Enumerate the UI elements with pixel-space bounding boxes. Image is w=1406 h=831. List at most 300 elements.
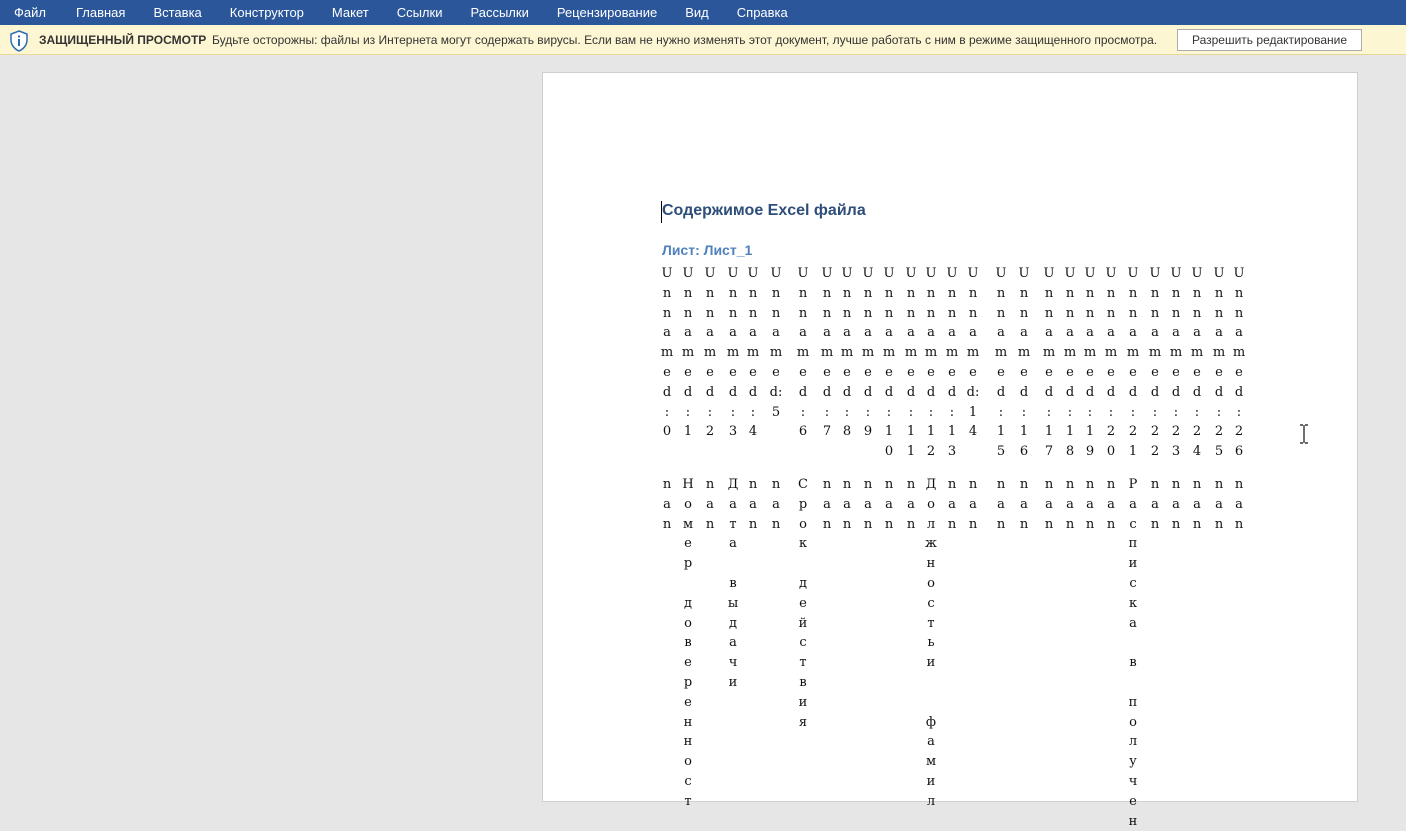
- cell-char: в: [799, 674, 807, 690]
- cell-char: a: [729, 325, 737, 341]
- header-column-10: [877, 264, 901, 462]
- cell-char: д: [728, 615, 737, 631]
- cell-char: a: [1193, 496, 1201, 512]
- cell-char: с: [1129, 516, 1137, 532]
- cell-char: n: [1214, 285, 1224, 301]
- cell-char: n: [1171, 477, 1181, 492]
- cell-char: n: [1128, 305, 1138, 321]
- cell-char: e: [706, 364, 714, 380]
- cell-char: :: [1152, 404, 1158, 420]
- cell-char: n: [906, 305, 916, 321]
- cell-char: :: [844, 404, 850, 420]
- cell-char: n: [1192, 477, 1202, 492]
- cell-char: a: [1235, 325, 1243, 341]
- cell-char: a: [1172, 496, 1180, 512]
- cell-char: n: [842, 305, 852, 321]
- cell-char: m: [1017, 345, 1031, 361]
- header-column-15: [989, 264, 1013, 462]
- cell-char: n: [1234, 285, 1244, 301]
- cell-char: n: [1106, 285, 1116, 301]
- cell-char: d: [996, 384, 1006, 400]
- cell-char: n: [968, 305, 978, 321]
- header-column-16: [1012, 264, 1036, 462]
- cell-char: т: [799, 655, 807, 671]
- cell-char: m: [1083, 345, 1097, 361]
- header-column-1: [676, 264, 700, 442]
- cell-char: n: [1065, 516, 1075, 532]
- enable-editing-button[interactable]: Разрешить редактирование: [1177, 29, 1362, 51]
- cell-char: 2: [1171, 424, 1181, 440]
- cell-char: U: [682, 266, 694, 281]
- cell-char: 2: [1106, 424, 1116, 440]
- cell-char: n: [771, 477, 781, 492]
- cell-char: d: [662, 384, 672, 400]
- cell-char: 1: [968, 404, 978, 420]
- cell-char: о: [1129, 714, 1137, 730]
- cell-char: n: [1019, 305, 1029, 321]
- row1-column-4: [741, 475, 765, 534]
- header-column-21: [1121, 264, 1145, 462]
- cell-char: и: [926, 655, 936, 671]
- cell-char: :: [750, 404, 756, 420]
- cell-char: m: [769, 345, 783, 361]
- cell-char: 7: [822, 424, 832, 440]
- ribbon-tab[interactable]: Конструктор: [229, 5, 304, 20]
- cell-char: U: [1191, 266, 1203, 281]
- cell-char: U: [727, 266, 739, 281]
- cell-char: e: [1020, 364, 1028, 380]
- cell-char: a: [663, 496, 671, 512]
- cell-char: n: [1192, 516, 1202, 532]
- ribbon-tab[interactable]: Рецензирование: [556, 5, 658, 20]
- cell-char: e: [864, 364, 872, 380]
- cell-char: :: [1087, 404, 1093, 420]
- cell-char: с: [799, 635, 807, 651]
- cell-char: n: [996, 285, 1006, 301]
- cell-char: d: [1150, 384, 1160, 400]
- cell-char: 2: [1234, 424, 1244, 440]
- cell-char: n: [705, 477, 715, 492]
- cell-char: n: [947, 477, 957, 492]
- cell-char: о: [684, 496, 692, 512]
- cell-char: m: [966, 345, 980, 361]
- cell-char: п: [1128, 694, 1138, 710]
- cell-char: n: [996, 477, 1006, 492]
- cell-char: a: [1020, 496, 1028, 512]
- cell-char: о: [927, 496, 935, 512]
- cell-char: n: [968, 477, 978, 492]
- cell-char: m: [1063, 345, 1077, 361]
- cell-char: е: [684, 694, 692, 710]
- cell-char: e: [1066, 364, 1074, 380]
- cell-char: 0: [662, 424, 672, 440]
- cell-char: :: [1130, 404, 1136, 420]
- cell-char: n: [822, 285, 832, 301]
- cell-char: e: [885, 364, 893, 380]
- cell-char: a: [1129, 325, 1137, 341]
- cell-char: m: [1148, 345, 1162, 361]
- cell-char: 0: [884, 444, 894, 460]
- cell-char: 1: [683, 424, 693, 440]
- cell-char: т: [729, 516, 737, 532]
- cell-char: n: [1234, 305, 1244, 321]
- cell-char: 5: [771, 404, 781, 420]
- header-column-4: [741, 264, 765, 442]
- ribbon-tab[interactable]: Вид: [685, 5, 709, 20]
- cell-char: n: [996, 305, 1006, 321]
- cell-char: e: [729, 364, 737, 380]
- cell-char: U: [747, 266, 759, 281]
- cell-char: a: [823, 496, 831, 512]
- cell-char: n: [863, 305, 873, 321]
- cell-char: 6: [798, 424, 808, 440]
- cell-char: n: [968, 516, 978, 532]
- cell-char: 1: [906, 444, 916, 460]
- row1-column-20: [1099, 475, 1123, 534]
- cell-char: e: [907, 364, 915, 380]
- cell-char: а: [1129, 615, 1137, 631]
- cell-char: n: [1019, 285, 1029, 301]
- cell-char: d: [1085, 384, 1095, 400]
- cell-char: e: [1129, 364, 1137, 380]
- cell-char: n: [842, 516, 852, 532]
- cell-char: n: [1044, 477, 1054, 492]
- row1-column-24: [1185, 475, 1209, 534]
- row1-column-6: [791, 475, 815, 732]
- cell-char: 2: [1192, 424, 1202, 440]
- cell-char: е: [1129, 793, 1137, 809]
- cell-char: a: [1151, 325, 1159, 341]
- cell-char: ф: [925, 714, 937, 730]
- ribbon-tab[interactable]: Файл: [14, 5, 46, 20]
- row1-column-16: [1012, 475, 1036, 534]
- cell-char: a: [948, 496, 956, 512]
- cell-char: n: [947, 305, 957, 321]
- header-column-6: [791, 264, 815, 442]
- cell-char: m: [840, 345, 854, 361]
- cell-char: U: [925, 266, 937, 281]
- cell-char: d:: [769, 384, 783, 400]
- cell-char: 5: [996, 444, 1006, 460]
- cell-char: 3: [728, 424, 738, 440]
- row1-column-21: [1121, 475, 1145, 831]
- cell-char: a: [1045, 496, 1053, 512]
- cell-char: n: [1128, 285, 1138, 301]
- cell-char: a: [1045, 325, 1053, 341]
- cell-char: р: [683, 556, 693, 572]
- cell-char: н: [683, 714, 693, 730]
- cell-char: a: [1086, 496, 1094, 512]
- cell-char: d: [842, 384, 852, 400]
- cell-char: n: [822, 305, 832, 321]
- cell-char: :: [1108, 404, 1114, 420]
- cell-char: n: [662, 305, 672, 321]
- cell-char: n: [1234, 477, 1244, 492]
- cell-char: :: [707, 404, 713, 420]
- cell-char: :: [865, 404, 871, 420]
- ribbon-tab[interactable]: Макет: [331, 5, 369, 20]
- protected-view-bar: [0, 25, 1406, 55]
- cell-char: в: [1129, 655, 1137, 671]
- cell-char: U: [1170, 266, 1182, 281]
- cell-char: n: [705, 285, 715, 301]
- cell-char: n: [662, 285, 672, 301]
- cell-char: a: [772, 496, 780, 512]
- cell-char: m: [945, 345, 959, 361]
- cell-char: m: [882, 345, 896, 361]
- cell-char: 2: [1150, 444, 1160, 460]
- cell-char: n: [1150, 516, 1160, 532]
- cell-char: 0: [1106, 444, 1116, 460]
- cell-char: a: [772, 325, 780, 341]
- cell-char: д: [683, 595, 692, 611]
- cell-char: a: [997, 325, 1005, 341]
- cell-char: n: [1106, 516, 1116, 532]
- cell-char: d: [748, 384, 758, 400]
- cell-char: a: [1215, 325, 1223, 341]
- cell-char: U: [1018, 266, 1030, 281]
- cell-char: d:: [966, 384, 980, 400]
- cell-char: а: [927, 734, 935, 750]
- cell-char: m: [796, 345, 810, 361]
- cell-char: m: [861, 345, 875, 361]
- cell-char: :: [1216, 404, 1222, 420]
- cell-char: n: [771, 305, 781, 321]
- cell-char: n: [842, 285, 852, 301]
- cell-char: к: [798, 536, 808, 552]
- cell-char: n: [926, 285, 936, 301]
- cell-char: м: [925, 754, 937, 770]
- cell-char: a: [885, 325, 893, 341]
- ribbon-tab[interactable]: Вставка: [153, 5, 202, 20]
- header-column-26: [1227, 264, 1251, 462]
- cell-char: e: [948, 364, 956, 380]
- cell-char: m: [660, 345, 674, 361]
- cell-char: n: [884, 516, 894, 532]
- cell-char: d: [822, 384, 832, 400]
- cell-char: m: [1232, 345, 1246, 361]
- cell-char: :: [800, 404, 806, 420]
- cell-char: a: [1066, 496, 1074, 512]
- cell-char: 1: [1019, 424, 1029, 440]
- cell-char: 2: [705, 424, 715, 440]
- cell-char: n: [798, 285, 808, 301]
- cell-char: n: [1214, 516, 1224, 532]
- cell-char: a: [1235, 496, 1243, 512]
- cell-char: и: [926, 773, 936, 789]
- cell-char: е: [684, 655, 692, 671]
- cell-char: n: [1171, 305, 1181, 321]
- cell-char: :: [998, 404, 1004, 420]
- cell-char: n: [1171, 516, 1181, 532]
- ribbon-tab[interactable]: Главная: [75, 5, 126, 20]
- row1-column-15: [989, 475, 1013, 534]
- protected-view-message: Будьте осторожны: файлы из Интернета могут содержать вирусы. Если вам не нужно изменять этот документ, лучше работать с ним в режиме защищенного просмотра.: [212, 33, 1158, 47]
- cell-char: d: [884, 384, 894, 400]
- cell-char: n: [1044, 516, 1054, 532]
- cell-char: U: [862, 266, 874, 281]
- cell-char: Д: [925, 477, 937, 492]
- cell-char: m: [726, 345, 740, 361]
- header-column-2: [698, 264, 722, 442]
- cell-char: ч: [728, 655, 738, 671]
- cell-char: n: [996, 516, 1006, 532]
- cell-char: :: [949, 404, 955, 420]
- cell-char: Р: [1128, 477, 1138, 492]
- cell-char: 3: [947, 444, 957, 460]
- cell-char: n: [1019, 516, 1029, 532]
- cell-char: 1: [1065, 424, 1075, 440]
- cell-char: n: [662, 516, 672, 532]
- cell-char: a: [1172, 325, 1180, 341]
- cell-char: U: [1127, 266, 1139, 281]
- cell-char: a: [823, 325, 831, 341]
- cell-char: ы: [727, 595, 739, 611]
- row1-column-1: [676, 475, 700, 812]
- header-column-5: [764, 264, 788, 422]
- row1-column-10: [877, 475, 901, 534]
- cell-char: л: [926, 516, 936, 532]
- cell-char: :: [1021, 404, 1027, 420]
- cell-char: n: [884, 305, 894, 321]
- cell-char: d: [798, 384, 808, 400]
- cell-char: e: [1086, 364, 1094, 380]
- cell-char: n: [1192, 285, 1202, 301]
- cell-char: n: [683, 305, 693, 321]
- cell-char: о: [684, 615, 692, 631]
- cell-char: U: [797, 266, 809, 281]
- cell-char: a: [843, 496, 851, 512]
- cell-char: m: [1212, 345, 1226, 361]
- cell-char: e: [1151, 364, 1159, 380]
- cell-char: n: [926, 305, 936, 321]
- cell-char: n: [1085, 305, 1095, 321]
- cell-char: н: [926, 556, 936, 572]
- cell-char: a: [843, 325, 851, 341]
- cell-char: n: [662, 477, 672, 492]
- cell-char: U: [841, 266, 853, 281]
- cell-char: n: [705, 305, 715, 321]
- cell-char: :: [1236, 404, 1242, 420]
- protected-view-title: ЗАЩИЩЕННЫЙ ПРОСМОТР: [39, 33, 207, 47]
- cell-char: н: [683, 734, 693, 750]
- cell-char: Н: [682, 477, 694, 492]
- cell-char: a: [1193, 325, 1201, 341]
- ibeam-cursor-icon: [1298, 424, 1310, 444]
- cell-char: m: [924, 345, 938, 361]
- cell-char: U: [1233, 266, 1245, 281]
- cell-char: d: [683, 384, 693, 400]
- cell-char: 9: [863, 424, 873, 440]
- cell-char: т: [927, 615, 935, 631]
- cell-char: 2: [1214, 424, 1224, 440]
- cell-char: n: [822, 516, 832, 532]
- cell-char: d: [863, 384, 873, 400]
- cell-char: :: [928, 404, 934, 420]
- cell-char: n: [771, 516, 781, 532]
- cell-char: n: [1214, 477, 1224, 492]
- cell-char: n: [1085, 516, 1095, 532]
- cell-char: a: [663, 325, 671, 341]
- cell-char: m: [1104, 345, 1118, 361]
- cell-char: 6: [1234, 444, 1244, 460]
- cell-char: в: [729, 575, 737, 591]
- ribbon-tab[interactable]: Ссылки: [396, 5, 443, 20]
- cell-char: 4: [748, 424, 758, 440]
- cell-char: 9: [1085, 444, 1095, 460]
- cell-char: U: [1213, 266, 1225, 281]
- cell-char: e: [1107, 364, 1115, 380]
- cell-char: n: [1019, 477, 1029, 492]
- ribbon-tab[interactable]: Справка: [736, 5, 788, 20]
- cell-char: 4: [968, 424, 978, 440]
- cell-char: с: [927, 595, 935, 611]
- cell-char: e: [1215, 364, 1223, 380]
- row1-column-14: [961, 475, 985, 534]
- cell-char: a: [907, 325, 915, 341]
- cell-char: a: [1066, 325, 1074, 341]
- header-column-14: [961, 264, 985, 442]
- cell-char: a: [864, 325, 872, 341]
- cell-char: n: [906, 516, 916, 532]
- cell-char: n: [1171, 285, 1181, 301]
- cell-char: n: [906, 285, 916, 301]
- cell-char: U: [1064, 266, 1076, 281]
- cell-char: 2: [1128, 424, 1138, 440]
- cell-char: 7: [1044, 444, 1054, 460]
- cell-char: н: [1128, 813, 1138, 829]
- cell-char: n: [947, 285, 957, 301]
- cell-char: n: [1214, 305, 1224, 321]
- cell-char: n: [1065, 477, 1075, 492]
- cell-char: m: [681, 345, 695, 361]
- cell-char: р: [798, 496, 808, 512]
- cell-char: :: [685, 404, 691, 420]
- cell-char: n: [842, 477, 852, 492]
- cell-char: а: [1129, 496, 1137, 512]
- document-title: Содержимое Excel файла: [662, 202, 866, 219]
- cell-char: n: [728, 305, 738, 321]
- cell-char: n: [822, 477, 832, 492]
- cell-char: n: [1065, 285, 1075, 301]
- cell-char: a: [1215, 496, 1223, 512]
- cell-char: U: [883, 266, 895, 281]
- cell-char: 1: [1085, 424, 1095, 440]
- cell-char: m: [746, 345, 760, 361]
- ribbon-tab[interactable]: Рассылки: [470, 5, 529, 20]
- cell-char: о: [927, 575, 935, 591]
- cell-char: n: [863, 516, 873, 532]
- cell-char: о: [799, 516, 807, 532]
- cell-char: m: [820, 345, 834, 361]
- cell-char: e: [749, 364, 757, 380]
- cell-char: а: [729, 635, 737, 651]
- cell-char: ч: [1128, 773, 1138, 789]
- cell-char: a: [907, 496, 915, 512]
- cell-char: U: [770, 266, 782, 281]
- cell-char: m: [1126, 345, 1140, 361]
- sheet-heading: Лист: Лист_1: [662, 242, 753, 258]
- document-page[interactable]: [542, 72, 1358, 829]
- cell-char: m: [703, 345, 717, 361]
- cell-char: 2: [1150, 424, 1160, 440]
- row1-column-2: [698, 475, 722, 534]
- cell-char: 1: [996, 424, 1006, 440]
- cell-char: a: [706, 496, 714, 512]
- cell-char: й: [798, 615, 808, 631]
- cell-char: n: [1085, 477, 1095, 492]
- cell-char: n: [1192, 305, 1202, 321]
